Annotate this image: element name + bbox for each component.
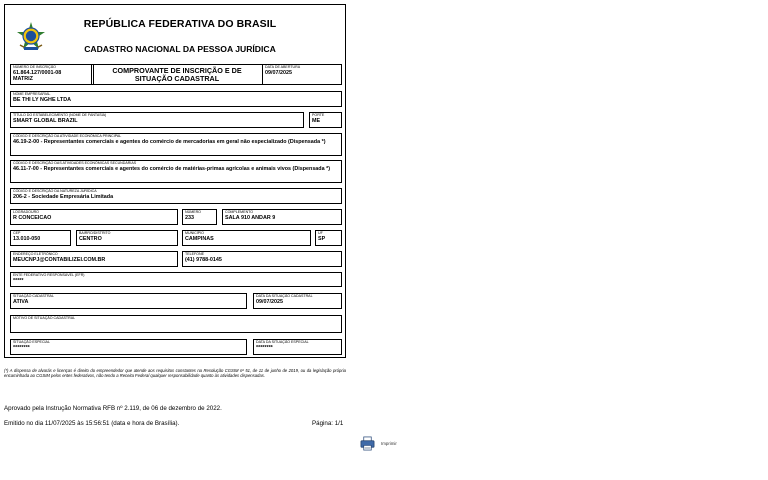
nome-fantasia-label: TÍTULO DO ESTABELECIMENTO (NOME DE FANTASIA) [13, 113, 107, 117]
emitted-text: Emitido no dia 11/07/2025 às 15:56:51 (data e hora de Brasília). [4, 420, 180, 427]
logradouro-value: R CONCEICAO [13, 215, 52, 221]
situacao-especial-value: ******** [13, 345, 30, 351]
nome-fantasia-value: SMART GLOBAL BRAZIL [13, 118, 78, 124]
numero-inscricao-label: NÚMERO DE INSCRIÇÃO [13, 65, 56, 69]
situacao-cadastral-value: ATIVA [13, 299, 29, 305]
approved-text: Aprovado pela Instrução Normativa RFB nº 2.119, de 06 de dezembro de 2022. [4, 405, 222, 412]
cep-box [10, 230, 71, 246]
natureza-juridica-value: 206-2 - Sociedade Empresária Limitada [13, 194, 114, 200]
data-especial-value: ******** [256, 345, 273, 351]
situacao-cadastral-label: SITUAÇÃO CADASTRAL [13, 294, 54, 298]
numero-inscricao-type: MATRIZ [13, 76, 33, 82]
telefone-value: (41) 9788-0145 [185, 257, 222, 263]
brasao-icon [15, 21, 47, 53]
registry-title: CADASTRO NACIONAL DA PESSOA JURÍDICA [84, 44, 276, 54]
complemento-value: SALA 910 ANDAR 9 [225, 215, 276, 221]
bairro-label: BAIRRO/DISTRITO [79, 231, 111, 235]
bairro-value: CENTRO [79, 236, 102, 242]
print-button[interactable] [360, 436, 397, 451]
comprovante-box [91, 64, 263, 85]
complemento-label: COMPLEMENTO [225, 210, 254, 214]
atividade-principal-box [10, 133, 342, 156]
municipio-value: CAMPINAS [185, 236, 214, 242]
natureza-juridica-label: CÓDIGO E DESCRIÇÃO DA NATUREZA JURÍDICA [13, 189, 97, 193]
nome-empresarial-value: BE THI LY NGHE LTDA [13, 97, 72, 103]
email-value: MEUCNPJ@CONTABILIZEI.COM.BR [13, 257, 106, 263]
atividades-secundarias-label: CÓDIGO E DESCRIÇÃO DAS ATIVIDADES ECONÔMICAS SECUNDÁRIAS [13, 161, 137, 165]
cnpj-certificate [4, 4, 346, 358]
page-number: Página: 1/1 [312, 420, 344, 427]
porte-box [309, 112, 342, 128]
atividade-principal-value: 46.19-2-00 - Representantes comerciais e agentes do comércio de mercadorias em geral não especializado (Dispensada *) [13, 139, 326, 145]
atividade-principal-label: CÓDIGO E DESCRIÇÃO DA ATIVIDADE ECONÔMICA PRINCIPAL [13, 134, 122, 138]
motivo-box [10, 315, 342, 333]
numero-inscricao-value: 61.864.127/0001-08 [13, 70, 62, 76]
numero-inscricao-box [10, 64, 94, 85]
cep-value: 13.010-050 [13, 236, 41, 242]
data-situacao-value: 09/07/2025 [256, 299, 283, 305]
uf-box [315, 230, 342, 246]
porte-value: ME [312, 118, 321, 124]
print-label[interactable]: Imprimir [381, 441, 397, 446]
efr-box [10, 272, 342, 287]
numero-label: NÚMERO [185, 210, 201, 214]
numero-value: 233 [185, 215, 194, 221]
email-label: ENDEREÇO ELETRÔNICO [13, 252, 58, 256]
data-especial-box [253, 339, 342, 355]
data-especial-label: DATA DA SITUAÇÃO ESPECIAL [256, 340, 309, 344]
efr-value: ***** [13, 278, 24, 284]
telefone-box [182, 251, 342, 267]
efr-label: ENTE FEDERATIVO RESPONSÁVEL (EFR) [13, 273, 85, 277]
logradouro-box [10, 209, 178, 225]
comprovante-title: COMPROVANTE DE INSCRIÇÃO E DE SITUAÇÃO CADASTRAL [112, 66, 242, 83]
complemento-box [222, 209, 342, 225]
uf-label: UF [318, 231, 323, 235]
numero-box [182, 209, 217, 225]
email-box [10, 251, 178, 267]
telefone-label: TELEFONE [185, 252, 204, 256]
data-abertura-label: DATA DE ABERTURA [265, 65, 301, 69]
nome-empresarial-label: NOME EMPRESARIAL [13, 92, 51, 96]
data-situacao-label: DATA DA SITUAÇÃO CADASTRAL [256, 294, 313, 298]
nome-fantasia-box [10, 112, 304, 128]
data-abertura-value: 09/07/2025 [265, 70, 292, 76]
natureza-juridica-box [10, 188, 342, 204]
situacao-especial-box [10, 339, 247, 355]
municipio-box [182, 230, 311, 246]
atividades-secundarias-box [10, 160, 342, 183]
nome-empresarial-box [10, 91, 342, 107]
municipio-label: MUNICÍPIO [185, 231, 204, 235]
bairro-box [76, 230, 178, 246]
uf-value: SP [318, 236, 326, 242]
situacao-especial-label: SITUAÇÃO ESPECIAL [13, 340, 50, 344]
situacao-cadastral-box [10, 293, 247, 309]
footnote: (*) A dispensa de alvarás e licenças é direito do empreendedor que atende aos requisitos constantes na Resolução CGSIM nº 51, de 11 de junho de 2019, ou da legislação própria encaminhada ao CGSIM pelos entes federativos, não tendo a Receita Federal qualquer responsabilidade quanto às atividades dispensadas. [4, 368, 346, 378]
atividades-secundarias-value: 46.11-7-00 - Representantes comerciais e agentes do comércio de matérias-primas agrícolas e animais vivos (Dispensada *) [13, 166, 330, 172]
porte-label: PORTE [312, 113, 325, 117]
printer-icon [360, 436, 375, 451]
data-situacao-box [253, 293, 342, 309]
motivo-label: MOTIVO DE SITUAÇÃO CADASTRAL [13, 316, 76, 320]
data-abertura-box [262, 64, 342, 85]
republic-title: REPÚBLICA FEDERATIVA DO BRASIL [83, 18, 277, 30]
cep-label: CEP [13, 231, 21, 235]
logradouro-label: LOGRADOURO [13, 210, 39, 214]
